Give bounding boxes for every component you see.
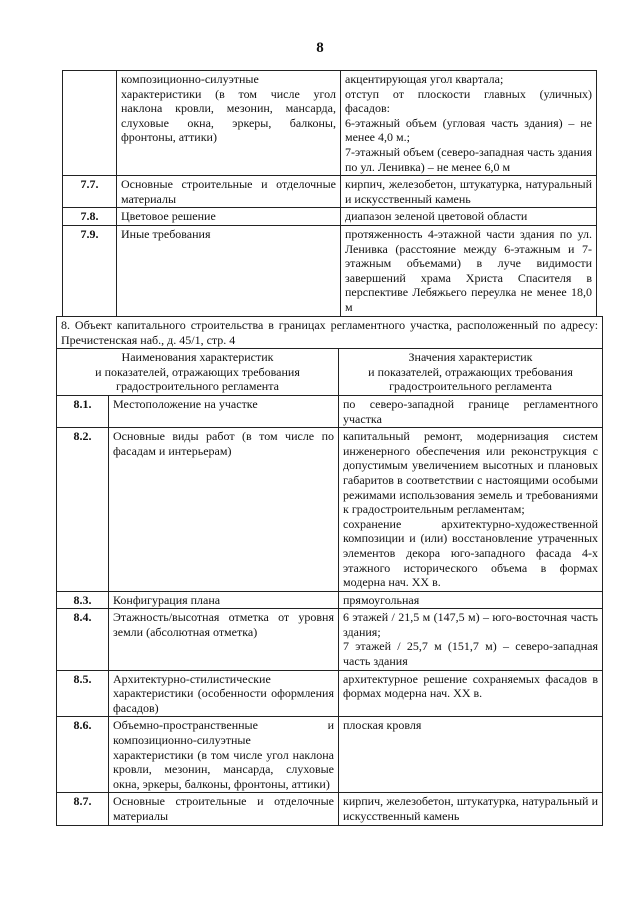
characteristic-name: Объемно-пространственные и композиционно-силуэтные характеристики (в том числе угол наклона кровли, мезонин, мансарда, слуховые окна, эркеры, балконы, фронтоны, аттики) [109, 717, 339, 793]
characteristic-name: Цветовое решение [117, 208, 341, 226]
table-row [57, 793, 603, 825]
table-row [57, 609, 603, 670]
row-number: 8.4. [57, 609, 109, 670]
characteristic-name: Этажность/высотная отметка от уровня земли (абсолютная отметка) [109, 609, 339, 670]
row-number: 8.5. [57, 670, 109, 717]
characteristic-name: Архитектурно-стилистические характеристики (особенности оформления фасадов) [109, 670, 339, 717]
characteristic-value: кирпич, железобетон, штукатурка, натуральный и искусственный камень [341, 176, 597, 208]
table-row [57, 717, 603, 793]
characteristic-name: Иные требования [117, 225, 341, 316]
page-number: 8 [316, 40, 324, 56]
characteristic-value: плоская кровля [339, 717, 603, 793]
characteristic-name: Основные строительные и отделочные материалы [109, 793, 339, 825]
table-row [63, 176, 597, 208]
characteristic-value: протяженность 4-этажной части здания по ул. Ленивка (расстояние между 6-этажным и 7-этажным объемами) в луче видимости завершений храма Христа Спасителя в перспективе Лебяжьего переулка не менее 18,0 м [341, 225, 597, 316]
characteristic-name: Основные строительные и отделочные материалы [117, 176, 341, 208]
characteristic-value: архитектурное решение сохраняемых фасадов в формах модерна нач. XX в. [339, 670, 603, 717]
requirements-table-object-8 [56, 316, 603, 826]
row-number: 8.2. [57, 428, 109, 592]
table-row [63, 71, 597, 176]
table-row [57, 591, 603, 609]
requirements-table-continued [62, 70, 597, 317]
row-number: 8.6. [57, 717, 109, 793]
row-number: 8.7. [57, 793, 109, 825]
table-row [57, 670, 603, 717]
characteristic-name: Местоположение на участке [109, 395, 339, 427]
table-row [63, 225, 597, 316]
characteristic-value: кирпич, железобетон, штукатурка, натуральный и искусственный камень [339, 793, 603, 825]
characteristic-value: капитальный ремонт, модернизация систем инженерного обеспечения или реконструкция с допустимым увеличением высотных и плановых габаритов в соответствии с настоящими особыми режимами использования земель и требованиями к градостроительным регламентам; сохранение архитектурно-художественной композиции и (или) восстановление утраченных элементов декора юго-западного фасада 4-х этажного исторического объема в формах модерна нач. XX в. [339, 428, 603, 592]
characteristic-name: Основные виды работ (в том числе по фасадам и интерьерам) [109, 428, 339, 592]
characteristic-value: прямоугольная [339, 591, 603, 609]
section-title-row [57, 317, 603, 349]
row-number [63, 71, 117, 176]
characteristic-value: акцентирующая угол квартала; отступ от плоскости главных (уличных) фасадов: 6-этажный объем (угловая часть здания) – не менее 4,0 м.; 7-этажный объем (северо-западная часть здания по ул. Ленивка) – не менее 6,0 м [341, 71, 597, 176]
header-row [57, 349, 603, 396]
row-number: 7.7. [63, 176, 117, 208]
characteristic-name: композиционно-силуэтные характеристики (в том числе угол наклона кровли, мезонин, мансарда, слуховые окна, эркеры, балконы, фронтоны, аттики) [117, 71, 341, 176]
header-characteristic-names: Наименования характеристик и показателей, отражающих требования градостроительного регламента [57, 349, 339, 396]
characteristic-value: диапазон зеленой цветовой области [341, 208, 597, 226]
row-number: 8.3. [57, 591, 109, 609]
row-number: 7.8. [63, 208, 117, 226]
section-title: 8. Объект капитального строительства в границах регламентного участка, расположенный по адресу: Пречистенская наб., д. 45/1, стр. 4 [57, 317, 603, 349]
table-row [63, 208, 597, 226]
header-characteristic-values: Значения характеристик и показателей, отражающих требования градостроительного регламента [339, 349, 603, 396]
characteristic-name: Конфигурация плана [109, 591, 339, 609]
table-row [57, 395, 603, 427]
characteristic-value: по северо-западной границе регламентного участка [339, 395, 603, 427]
characteristic-value: 6 этажей / 21,5 м (147,5 м) – юго-восточная часть здания; 7 этажей / 25,7 м (151,7 м) – северо-западная часть здания [339, 609, 603, 670]
table-row [57, 428, 603, 592]
row-number: 7.9. [63, 225, 117, 316]
row-number: 8.1. [57, 395, 109, 427]
